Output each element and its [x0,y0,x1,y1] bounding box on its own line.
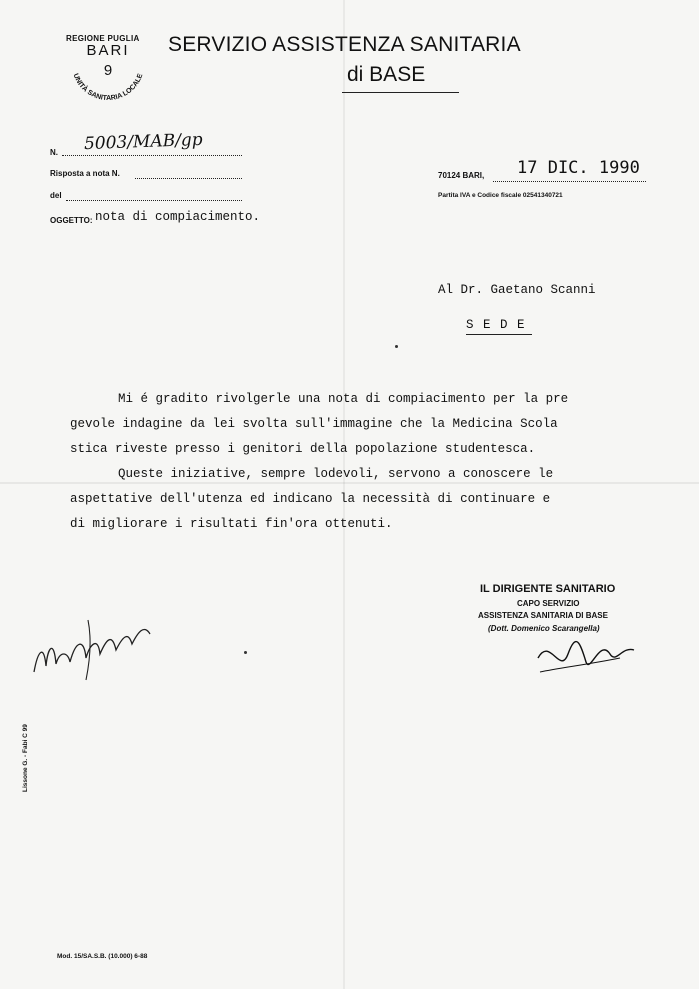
printer-imprint: Lissone G. - Fabi C 99 [22,724,29,792]
vat-code: Partita IVA e Codice fiscale 02541340721 [438,192,563,199]
signature-name: (Dott. Domenico Scarangella) [488,624,600,633]
signature-unit: ASSISTENZA SANITARIA DI BASE [478,611,608,620]
place-label: 70124 BARI, [438,171,485,180]
recipient-location: S E D E [466,318,526,332]
protocol-number-label: N. [50,148,58,157]
subject-value: nota di compiacimento. [95,210,261,224]
region-label: REGIONE PUGLIA [66,34,140,43]
seal-ring-text: UNITÀ SANITARIA LOCALE [71,72,145,103]
protocol-number-line [62,155,242,156]
protocol-number-handwritten: 5003/MAB/gp [83,129,203,155]
letterhead-subtitle: di BASE [347,63,426,86]
director-signature [530,628,640,688]
date-stamp: 17 DIC. 1990 [517,158,640,178]
body-line-6: di migliorare i risultati fin'ora ottenuti. [70,517,393,531]
body-line-5: aspettative dell'utenza ed indicano la necessità di continuare e [70,492,551,506]
form-code: Mod. 15/SA.S.B. (10.000) 6-88 [57,953,148,960]
body-line-3: stica riveste presso i genitori della popolazione studentesca. [70,442,536,456]
usl-seal-emblem [58,28,158,108]
seal-city: BARI [86,42,130,59]
margin-handwritten-signature [28,610,158,690]
body-line-4: Queste iniziative, sempre lodevoli, servono a conoscere le [118,467,554,481]
signature-role: CAPO SERVIZIO [517,599,580,608]
letterhead-title: SERVIZIO ASSISTENZA SANITARIA [168,33,521,56]
signature-title: IL DIRIGENTE SANITARIO [480,583,616,595]
seal-district: 9 [103,62,113,79]
subject-label: OGGETTO: [50,216,93,225]
letterhead-rule [342,92,459,93]
recipient-name: Al Dr. Gaetano Scanni [438,283,596,297]
reply-to-label: Risposta a nota N. [50,169,120,178]
ink-dot-2 [244,651,247,654]
dated-label: del [50,191,62,200]
body-line-1: Mi é gradito rivolgerle una nota di compiacimento per la pre [118,392,569,406]
paper-fold-horizontal [0,482,699,484]
dated-line [66,200,242,201]
recipient-location-underline [466,334,532,335]
body-line-2: gevole indagine da lei svolta sull'immagine che la Medicina Scola [70,417,558,431]
reply-to-line [135,178,242,179]
ink-dot [395,345,398,348]
date-line [493,181,646,182]
